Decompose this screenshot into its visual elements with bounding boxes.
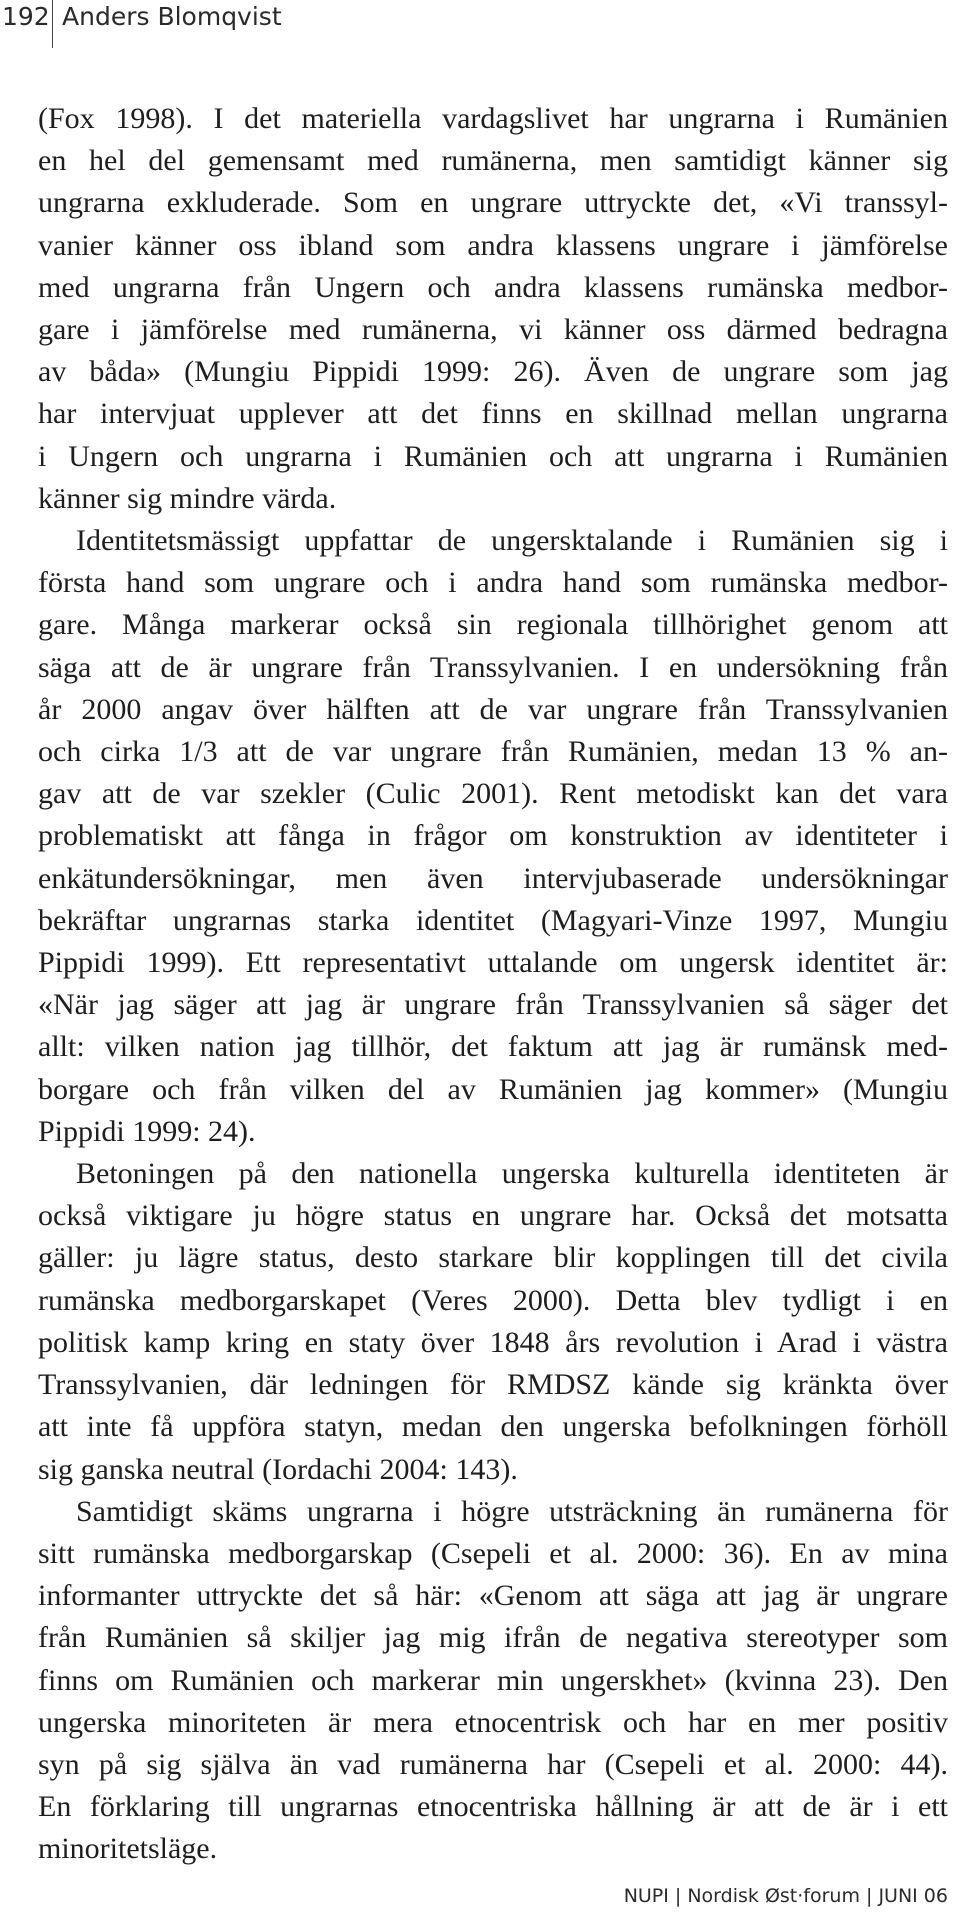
text-line: Pippidi 1999). Ett representativt uttalande om ungersk identitet är: (38, 946, 948, 980)
text-line: sig ganska neutral (Iordachi 2004: 143). (38, 1452, 518, 1486)
text-line: borgare och från vilken del av Rumänien jag kommer» (Mungiu (38, 1072, 948, 1106)
text-line: Pippidi 1999: 24). (38, 1114, 256, 1148)
text-line: att inte få uppföra statyn, medan den ungerska befolkningen förhöll (38, 1410, 948, 1444)
text-line: minoritetsläge. (38, 1832, 218, 1866)
text-line: en hel del gemensamt med rumänerna, men samtidigt känner sig (38, 144, 948, 178)
text-line: gare. Många markerar också sin regionala tillhörighet genom att (38, 608, 948, 642)
text-line: Samtidigt skäms ungrarna i högre utsträckning än rumänerna för (76, 1494, 948, 1528)
page-footer: NUPI | Nordisk Øst·forum | JUNI 06 (623, 1885, 948, 1907)
text-line: känner sig mindre värda. (38, 481, 337, 515)
text-line: «När jag säger att jag är ungrare från Transsylvanien så säger det (38, 988, 948, 1022)
text-line: sitt rumänska medborgarskap (Csepeli et al. 2000: 36). En av mina (38, 1536, 948, 1570)
header-divider (52, 0, 53, 48)
text-line: enkätundersökningar, men även intervjubaserade undersökningar (38, 861, 948, 895)
page-number: 192 (2, 2, 50, 31)
text-line: har intervjuat upplever att det finns en skillnad mellan ungrarna (38, 397, 948, 431)
text-line: med ungrarna från Ungern och andra klassens rumänska medbor- (38, 270, 948, 304)
text-line: ungerska minoriteten är mera etnocentrisk och har en mer positiv (38, 1705, 948, 1739)
text-line: En förklaring till ungrarnas etnocentriska hållning är att de är i ett (38, 1790, 948, 1824)
text-line: informanter uttryckte det så här: «Genom att säga att jag är ungrare (38, 1579, 948, 1613)
text-line: ungrarna exkluderade. Som en ungrare uttryckte det, «Vi transsyl- (38, 186, 948, 220)
text-line: av båda» (Mungiu Pippidi 1999: 26). Även de ungrare som jag (38, 355, 948, 389)
text-line: (Fox 1998). I det materiella vardagslivet har ungrarna i Rumänien (38, 102, 948, 135)
text-line: första hand som ungrare och i andra hand som rumänska medbor- (38, 566, 948, 600)
text-line: vanier känner oss ibland som andra klassens ungrare i jämförelse (38, 228, 948, 262)
text-line: Identitetsmässigt uppfattar de ungersktalande i Rumänien sig i (76, 524, 948, 558)
text-line: år 2000 angav över hälften att de var ungrare från Transsylvanien (38, 692, 948, 726)
text-line: Betoningen på den nationella ungerska kulturella identiteten är (76, 1157, 948, 1191)
text-line: problematiskt att fånga in frågor om konstruktion av identiteter i (38, 819, 948, 853)
text-line: säga att de är ungrare från Transsylvanien. I en undersökning från (38, 650, 948, 684)
text-line: allt: vilken nation jag tillhör, det faktum att jag är rumänsk med- (38, 1030, 948, 1064)
text-line: gav att de var szekler (Culic 2001). Rent metodiskt kan det vara (38, 777, 948, 811)
text-line: gäller: ju lägre status, desto starkare blir kopplingen till det civila (38, 1241, 948, 1275)
text-line: Transsylvanien, där ledningen för RMDSZ kände sig kränkta över (38, 1368, 948, 1402)
text-line: från Rumänien så skiljer jag mig ifrån de negativa stereotyper som (38, 1621, 948, 1655)
text-line: bekräftar ungrarnas starka identitet (Magyari-Vinze 1997, Mungiu (38, 903, 948, 937)
text-line: och cirka 1/3 att de var ungrare från Rumänien, medan 13 % an- (38, 735, 948, 769)
text-line: politisk kamp kring en staty över 1848 års revolution i Arad i västra (38, 1325, 948, 1359)
text-line: också viktigare ju högre status en ungrare har. Också det motsatta (38, 1199, 948, 1233)
text-line: gare i jämförelse med rumänerna, vi känner oss därmed bedragna (38, 313, 948, 347)
body-text (38, 98, 948, 1871)
text-line: rumänska medborgarskapet (Veres 2000). Detta blev tydligt i en (38, 1283, 948, 1317)
running-head-author: Anders Blomqvist (62, 2, 282, 31)
text-line: i Ungern och ungrarna i Rumänien och att ungrarna i Rumänien (38, 439, 948, 473)
text-line: syn på sig själva än vad rumänerna har (Csepeli et al. 2000: 44). (38, 1747, 948, 1781)
text-line: finns om Rumänien och markerar min ungerskhet» (kvinna 23). Den (38, 1663, 948, 1697)
